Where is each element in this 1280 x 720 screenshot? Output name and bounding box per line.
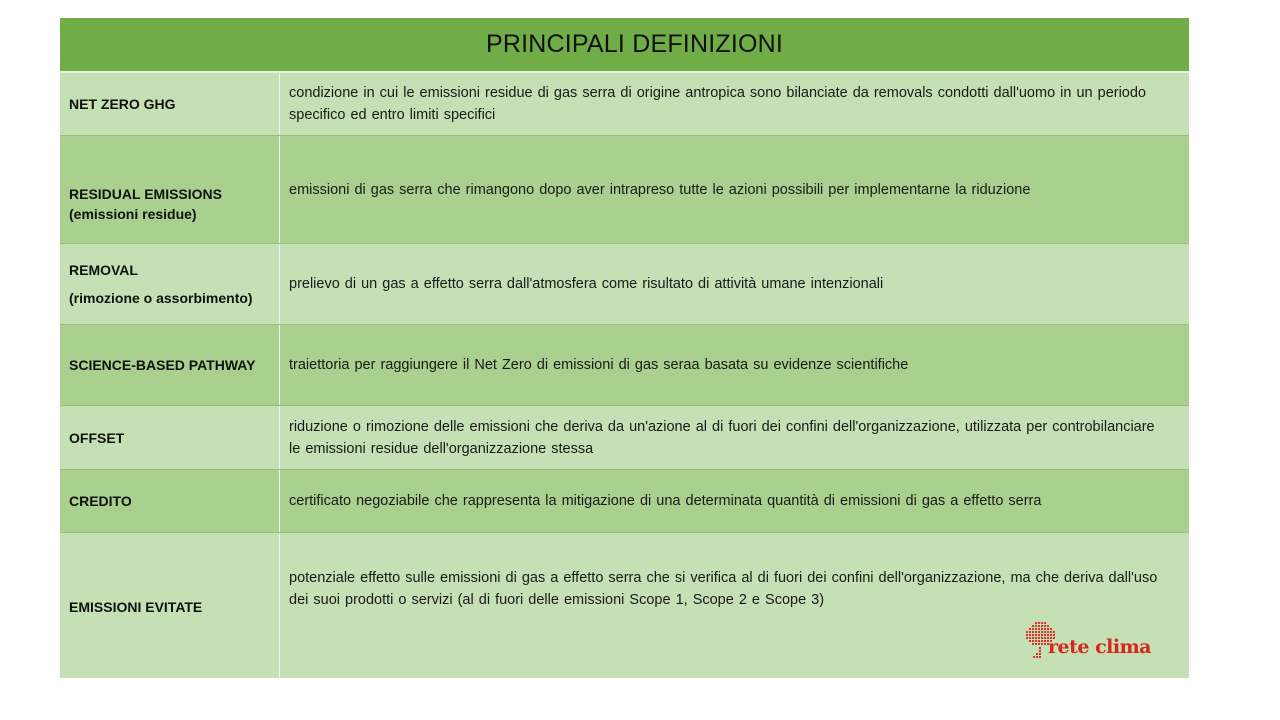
term-sublabel: (rimozione o assorbimento) xyxy=(69,290,253,306)
rete-clima-logo xyxy=(1022,620,1157,665)
table-row xyxy=(60,136,1189,244)
table-title-row xyxy=(60,18,1189,73)
term-cell xyxy=(60,136,280,243)
term-cell xyxy=(60,244,280,324)
logo-text: rete clima xyxy=(1048,636,1151,658)
term-label: RESIDUAL EMISSIONS xyxy=(69,186,222,202)
table-row xyxy=(60,406,1189,470)
definition-cell xyxy=(280,136,1189,243)
term-cell xyxy=(60,533,280,678)
table-row xyxy=(60,470,1189,533)
definition-text: traiettoria per raggiungere il Net Zero di emissioni di gas seraa basata su evidenze scientifiche xyxy=(289,357,909,373)
term-label: EMISSIONI EVITATE xyxy=(69,598,203,615)
table-row xyxy=(60,73,1189,136)
term-cell xyxy=(60,325,280,405)
definition-cell xyxy=(280,244,1189,324)
definition-cell xyxy=(280,406,1189,469)
term-cell xyxy=(60,406,280,469)
term-label: OFFSET xyxy=(69,429,125,446)
definition-text: potenziale effetto sulle emissioni di gas a effetto serra che si verifica al di fuori dei confini dell'organizzazione, ma che deriva dall'uso dei suoi prodotti o servizi (al di fuori delle emissioni Scope 1, Scope 2 e Scope 3) xyxy=(289,570,1158,608)
definition-text: riduzione o rimozione delle emissioni che deriva da un'azione al di fuori dei confini dell'organizzazione, utilizzata per controbilanciare le emissioni residue dell'organizzazione stessa xyxy=(289,418,1155,457)
term-label: NET ZERO GHG xyxy=(69,96,176,112)
definition-cell xyxy=(280,325,1189,405)
definition-cell xyxy=(280,470,1189,532)
term-label: CREDITO xyxy=(69,493,132,509)
term-label: REMOVAL xyxy=(69,262,138,278)
definition-text: emissioni di gas serra che rimangono dopo aver intrapreso tutte le azioni possibili per implementarne la riduzione xyxy=(289,181,1031,198)
term-sublabel: (emissioni residue) xyxy=(69,206,197,222)
definition-cell xyxy=(280,73,1189,135)
definition-text: condizione in cui le emissioni residue di gas serra di origine antropica sono bilanciate da removals condotti dall'uomo in un periodo specifico ed entro limiti specifici xyxy=(289,85,1146,123)
definition-text: prelievo di un gas a effetto serra dall'atmosfera come risultato di attività umane intenzionali xyxy=(289,276,884,292)
term-label: SCIENCE-BASED PATHWAY xyxy=(69,357,256,373)
table-row xyxy=(60,244,1189,325)
term-cell xyxy=(60,470,280,532)
page-title: PRINCIPALI DEFINIZIONI xyxy=(485,30,784,58)
table-row xyxy=(60,325,1189,406)
definition-text: certificato negoziabile che rappresenta la mitigazione di una determinata quantità di emissioni di gas a effetto serra xyxy=(289,493,1042,509)
table-row xyxy=(60,533,1189,678)
term-cell xyxy=(60,73,280,135)
